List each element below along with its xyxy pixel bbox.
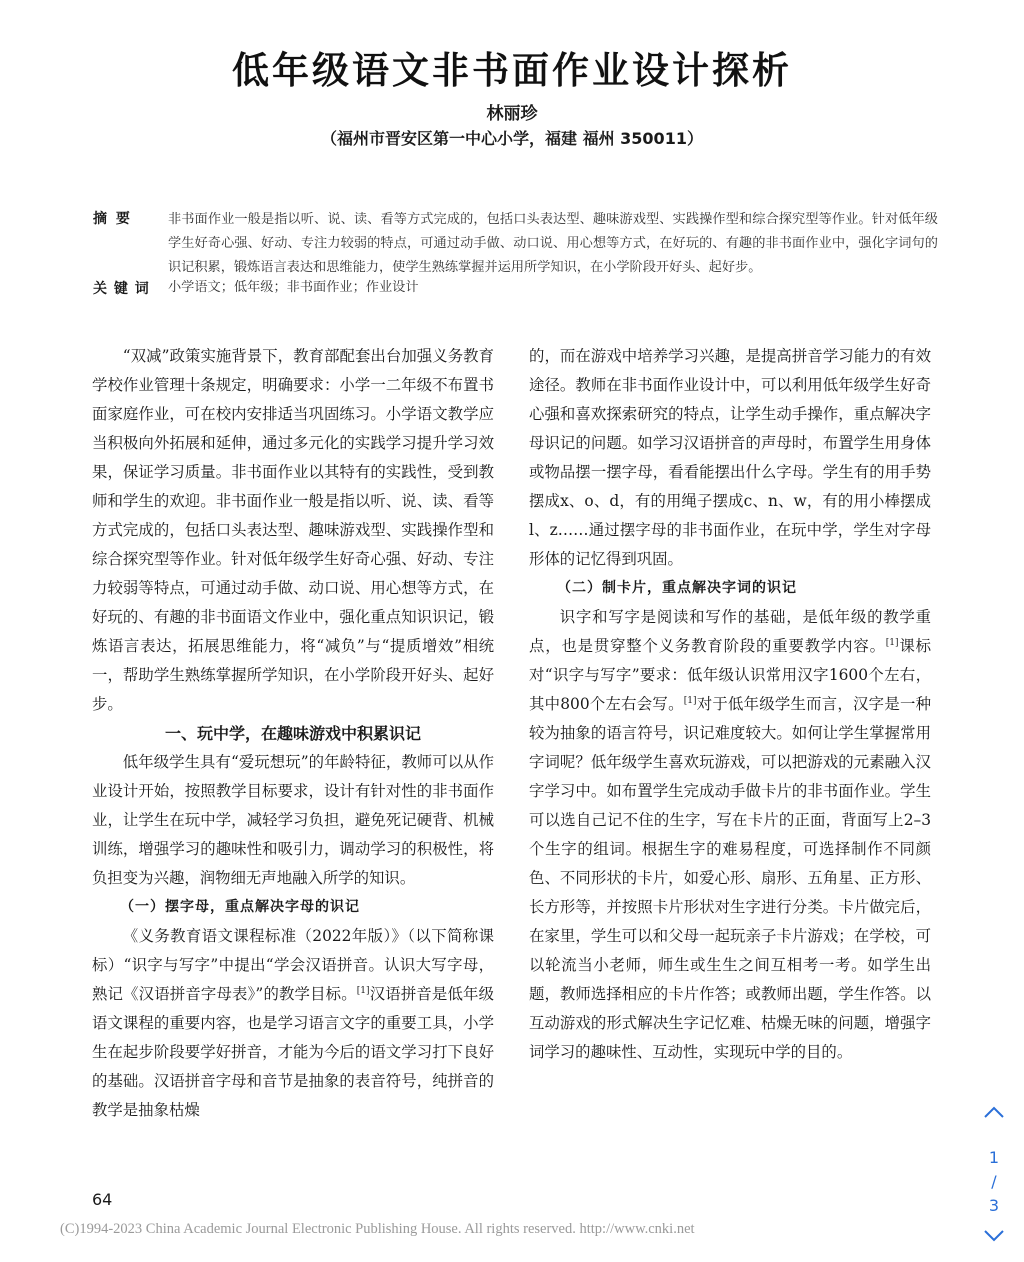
chevron-down-icon[interactable] bbox=[976, 1228, 1012, 1252]
section-1-paragraph: 低年级学生具有“爱玩想玩”的年龄特征，教师可以从作业设计开始，按照教学目标要求，设计有针对性的非书面作业，让学生在玩中学，减轻学习负担，避免死记硬背、机械训练，增强学习的趣味性和吸引力，调动学习的积极性，将负担变为兴趣，润物细无声地融入所学的知识。 bbox=[92, 753, 494, 887]
copyright-watermark: (C)1994-2023 China Academic Journal Electronic Publishing House. All rights reserved. http://www.cnki.net bbox=[60, 1221, 695, 1237]
author-affiliation: （福州市晋安区第一中心小学，福建 福州 350011） bbox=[321, 129, 703, 148]
abstract-text: 非书面作业一般是指以听、说、读、看等方式完成的，包括口头表达型、趣味游戏型、实践操作型和综合探究型等作业。针对低年级学生好奇心强、好动、专注力较弱的特点，可通过动手做、动口说、用心想等方式，在好玩的、有趣的非书面作业中，强化字词句的识记积累，锻炼语言表达和思维能力，使学生熟练掌握并运用所学知识，在小学阶段开好头、起好步。 bbox=[168, 212, 938, 275]
chevron-up-icon[interactable] bbox=[976, 1104, 1012, 1128]
subsection-heading-2: （二）制卡片，重点解决字词的识记 bbox=[557, 580, 797, 596]
paper-title: 低年级语文非书面作业设计探析 bbox=[232, 49, 792, 92]
subsection-2-paragraph bbox=[529, 603, 931, 1067]
subsection-1-paragraph bbox=[92, 922, 494, 1125]
continued-paragraph: 的，而在游戏中培养学习兴趣，是提高拼音学习能力的有效途径。教师在非书面作业设计中，可以利用低年级学生好奇心强和喜欢探索研究的特点，让学生动手操作，重点解决字母识记的问题。如学习汉语拼音的声母时，布置学生用身体或物品摆一摆字母，看看能摆出什么字母。学生有的用手势摆成x、o、d，有的用绳子摆成c、n、w，有的用小棒摆成l、z……通过摆字母的非书面作业，在玩中学，学生对字母形体的记忆得到巩固。 bbox=[529, 347, 931, 568]
text-span: 对于低年级学生而言，汉字是一种较为抽象的语言符号，识记难度较大。如何让学生掌握常用字词呢？低年级学生喜欢玩游戏，可以把游戏的元素融入汉字学习中。如布置学生完成动手做卡片的非书面作业。学生可以选自己记不住的生字，写在卡片的正面，背面写上2–3个生字的组词。根据生字的难易程度，可选择制作不同颜色、不同形状的卡片，如爱心形、扇形、五角星、正方形、长方形等，并按照卡片形状对生字进行分类。卡片做完后，在家里，学生可以和父母一起玩亲子卡片游戏；在学校，可以轮流当小老师，师生或生生之间互相考一考。如学生出题，教师选择相应的卡片作答；或教师出题，学生作答。以互动游戏的形式解决生字记忆难、枯燥无味的问题，增强字词学习的趣味性、互动性，实现玩中学的目的。 bbox=[529, 695, 931, 1061]
intro-paragraph: “双减”政策实施背景下，教育部配套出台加强义务教育学校作业管理十条规定，明确要求：小学一二年级不布置书面家庭作业，可在校内安排适当巩固练习。小学语文教学应当积极向外拓展和延伸，通过多元化的实践学习提升学习效果，保证学习质量。非书面作业以其特有的实践性，受到教师和学生的欢迎。非书面作业一般是指以听、说、读、看等方式完成的，包括口头表达型、趣味游戏型、实践操作型和综合探究型等作业。针对低年级学生好奇心强、好动、专注力较弱等特点，可通过动手做、动口说、用心想等方式，在好玩的、有趣的非书面语文作业中，强化重点知识识记，锻炼语言表达，拓展思维能力，将“减负”与“提质增效”相统一，帮助学生熟练掌握所学知识，在小学阶段开好头、起好步。 bbox=[92, 347, 494, 713]
text-span: 《义务教育语文课程标准（2022年版）》（以下简称课标）“识字与写字”中提出“学会汉语拼音。认识大写字母，熟记《汉语拼音字母表》”的教学目标。 bbox=[92, 927, 494, 1003]
text-span: 课标对“识字与写字”要求：低年级认识常用汉字1600个左右，其中800个左右会写。 bbox=[529, 637, 931, 713]
body-column-left bbox=[92, 342, 494, 1125]
section-heading-1: 一、玩中学，在趣味游戏中积累识记 bbox=[164, 724, 421, 743]
total-pages: 3 bbox=[988, 1196, 1000, 1215]
subsection-heading-1: （一）摆字母，重点解决字母的识记 bbox=[120, 899, 360, 915]
abstract-label: 摘 要 bbox=[93, 211, 132, 227]
text-span: 识字和写字是阅读和写作的基础，是低年级的教学重点，也是贯穿整个义务教育阶段的重要教学内容。 bbox=[529, 608, 931, 655]
page-number: 64 bbox=[92, 1190, 113, 1209]
keywords-label: 关 键 词 bbox=[93, 281, 150, 297]
keywords-text: 小学语文；低年级；非书面作业；作业设计 bbox=[168, 280, 419, 295]
page-indicator bbox=[976, 1146, 1012, 1218]
chevron-up-shape bbox=[983, 1105, 1005, 1119]
citation-marker[interactable]: [1] bbox=[356, 985, 370, 996]
citation-marker[interactable]: [1] bbox=[885, 637, 899, 648]
chevron-down-shape bbox=[983, 1229, 1005, 1243]
citation-marker[interactable]: [1] bbox=[683, 695, 697, 706]
author-name: 林丽珍 bbox=[486, 104, 538, 124]
page-separator: / bbox=[991, 1172, 997, 1191]
text-span: 汉语拼音是低年级语文课程的重要内容，也是学习语言文字的重要工具，小学生在起步阶段要学好拼音，才能为今后的语文学习打下良好的基础。汉语拼音字母和音节是抽象的表音符号，纯拼音的教学是抽象枯燥 bbox=[92, 985, 494, 1119]
body-column-right bbox=[529, 342, 931, 1067]
current-page: 1 bbox=[988, 1148, 1000, 1167]
